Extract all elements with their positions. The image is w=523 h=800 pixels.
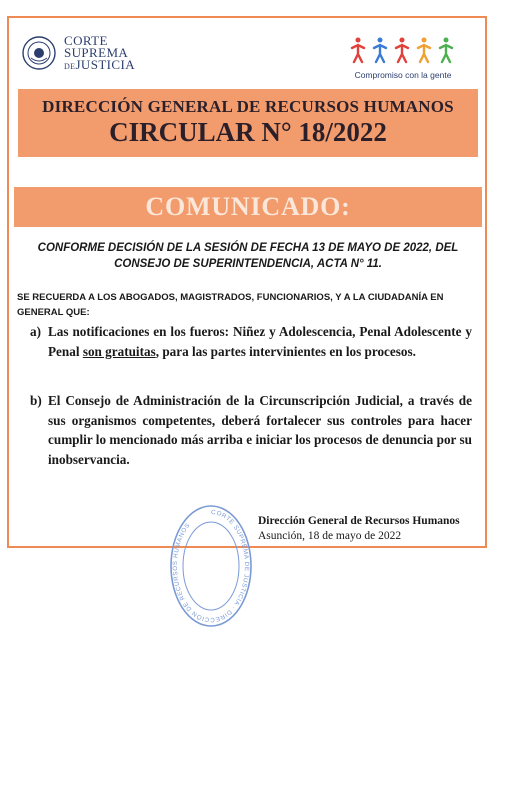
compromiso-logo [344,36,462,84]
department-title: DIRECCIÓN GENERAL DE RECURSOS HUMANOS [42,97,454,116]
corte-suprema-logo [22,33,142,76]
official-stamp [168,500,254,630]
item-a-underlined: son gratuitas [82,343,156,359]
slogan: Compromiso con la gente [354,70,452,80]
signature-department: Dirección General de Recursos Humanos [258,515,460,527]
item-a-text-before: Las notificaciones en los fueros: Niñez y Adolescencia, Penal Adolescente y Penal [48,324,472,359]
list-item-text: El Consejo de Administración de la Circunscripción Judicial, a través de sus organismos competentes, deberá fortalecer sus controles para hacer cumplir lo mencionado más arriba e iniciar los procesos de denuncia por su inobservancia. [48,393,472,467]
intro-line-1: CONFORME DECISIÓN DE LA SESIÓN DE FECHA 13 DE MAYO DE 2022, DEL [37,242,459,254]
csj-line-1: CORTE [64,33,108,48]
list-item-text [48,322,472,361]
intro-paragraph [30,240,466,272]
svg-text:CORTE SUPREMA DE JUSTICIA · DI [172,509,250,623]
csj-line-2: SUPREMA [64,45,129,60]
csj-wordmark [64,35,135,73]
list-item-b [30,391,472,469]
lead-paragraph: SE RECUERDA A LOS ABOGADOS, MAGISTRADOS, FUNCIONARIOS, Y A LA CIUDADANÍA EN GENERAL QUE: [17,292,444,318]
people-group-icon [348,36,458,64]
title-banner [18,89,478,157]
national-seal-icon [22,36,56,70]
comunicado-banner [14,187,482,227]
csj-line-3-main: JUSTICIA [75,57,136,72]
circular-number: CIRCULAR N° 18/2022 [109,117,387,147]
list-marker: b) [30,393,42,408]
item-a-text-after: , para las partes intervinientes en los procesos. [155,343,416,359]
comunicado-heading: COMUNICADO: [145,192,351,221]
csj-line-3 [64,59,135,73]
list-marker: a) [30,324,41,339]
intro-line-2: CONSEJO DE SUPERINTENDENCIA, ACTA N° 11. [114,258,382,270]
list-item-a [30,322,472,361]
stamp-ring-text: CORTE SUPREMA DE JUSTICIA · DIRECCIÓN DE RECURSOS HUMANOS [171,508,250,624]
csj-line-3-prefix: DE [64,62,76,71]
signature-date: Asunción, 18 de mayo de 2022 [258,530,402,542]
